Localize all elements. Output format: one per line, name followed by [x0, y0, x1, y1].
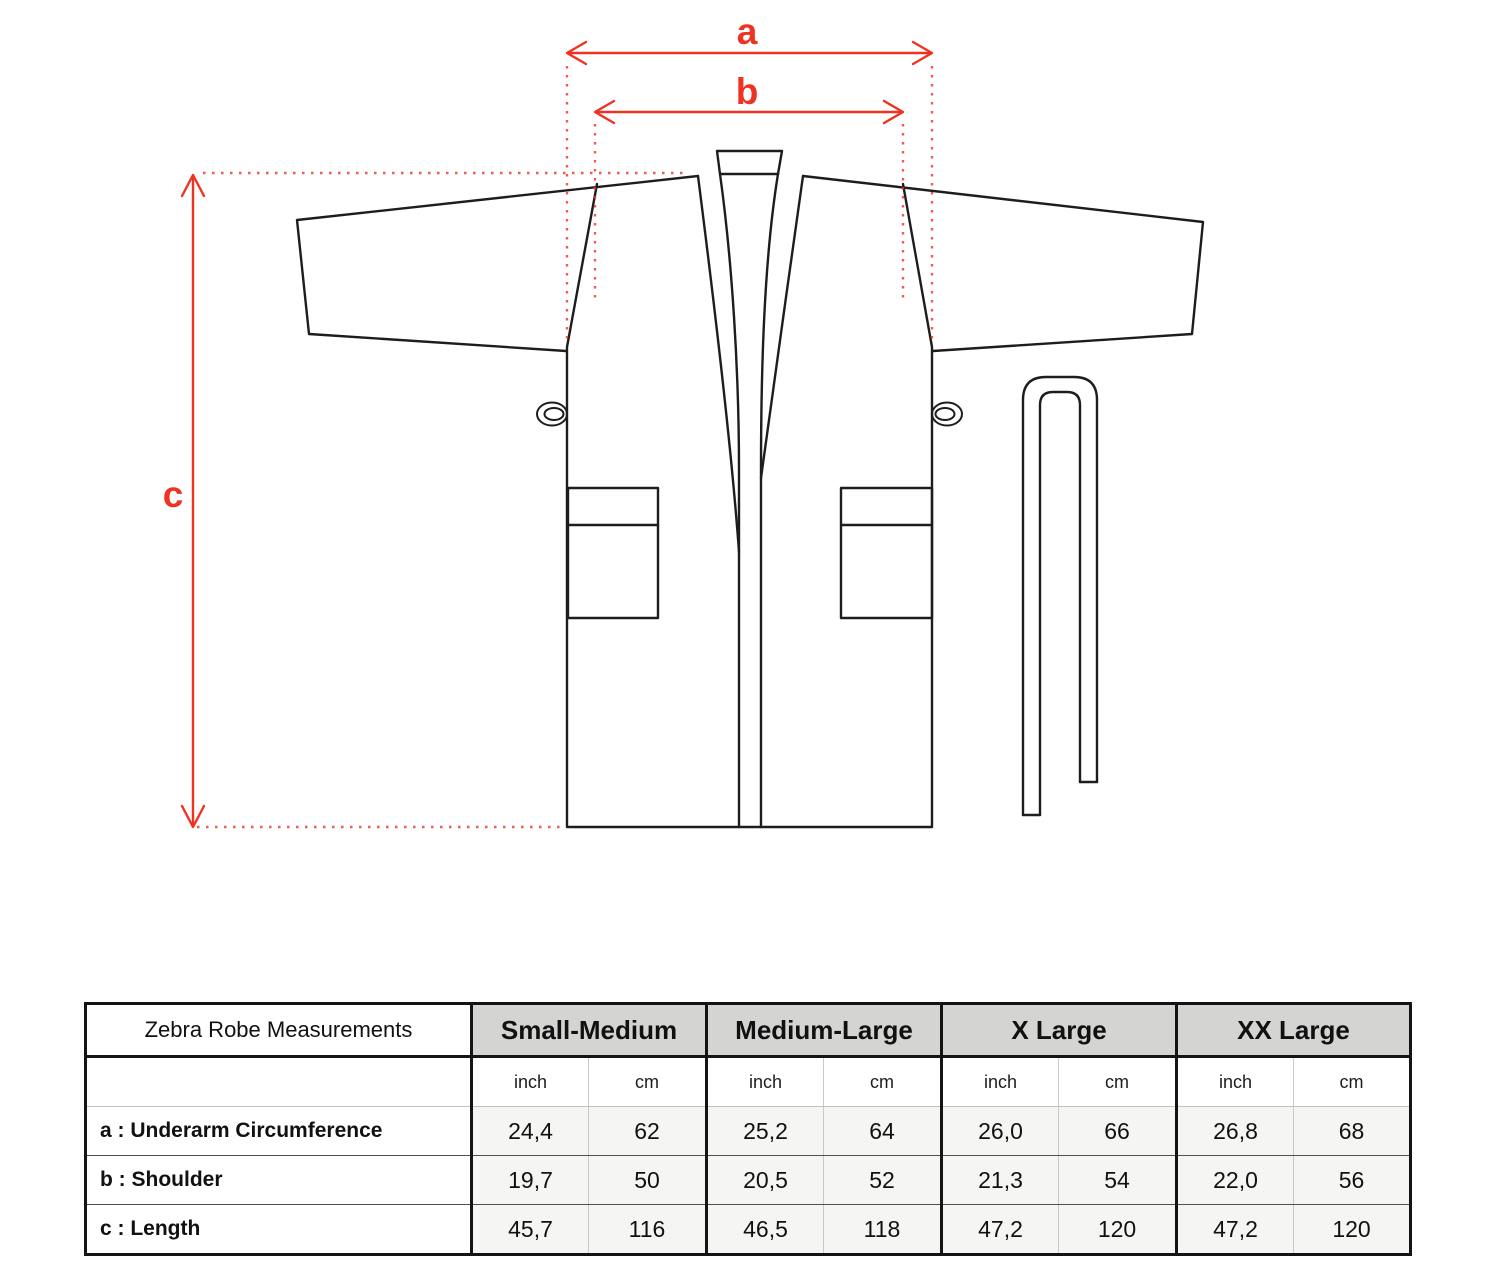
- value-cell: 116: [589, 1205, 707, 1255]
- value-cell: 120: [1294, 1205, 1411, 1255]
- unit-cell: inch: [472, 1057, 589, 1107]
- value-cell: 46,5: [707, 1205, 824, 1255]
- value-cell: 22,0: [1177, 1156, 1294, 1205]
- value-cell: 54: [1059, 1156, 1177, 1205]
- value-cell: 68: [1294, 1107, 1411, 1156]
- value-cell: 47,2: [942, 1205, 1059, 1255]
- value-cell: 66: [1059, 1107, 1177, 1156]
- value-cell: 20,5: [707, 1156, 824, 1205]
- robe-right-pocket: [841, 488, 932, 618]
- value-cell: 19,7: [472, 1156, 589, 1205]
- value-cell: 56: [1294, 1156, 1411, 1205]
- row-label: c : Length: [86, 1205, 472, 1255]
- unit-cell: cm: [589, 1057, 707, 1107]
- robe-belt-tie: [1023, 377, 1097, 815]
- unit-cell: inch: [942, 1057, 1059, 1107]
- dimension-b-label: b: [735, 71, 759, 112]
- size-header-medium-large: Medium-Large: [707, 1004, 942, 1057]
- size-header-x-large: X Large: [942, 1004, 1177, 1057]
- size-header-xx-large: XX Large: [1177, 1004, 1411, 1057]
- robe-collar-outer-left: [698, 176, 739, 552]
- row-label: b : Shoulder: [86, 1156, 472, 1205]
- value-cell: 21,3: [942, 1156, 1059, 1205]
- units-row-spacer: [86, 1057, 472, 1107]
- value-cell: 26,8: [1177, 1107, 1294, 1156]
- robe-left-loop: [537, 403, 567, 426]
- robe-collar-inner-right: [761, 174, 778, 827]
- value-cell: 47,2: [1177, 1205, 1294, 1255]
- size-table-header-row: [86, 1004, 1411, 1057]
- unit-cell: cm: [1294, 1057, 1411, 1107]
- dimension-a-label: a: [736, 11, 758, 52]
- units-row: [86, 1057, 1411, 1107]
- value-cell: 25,2: [707, 1107, 824, 1156]
- table-row-underarm: [86, 1107, 1411, 1156]
- robe-collar-outer-right: [761, 176, 803, 478]
- robe-neckband: [717, 151, 782, 174]
- value-cell: 26,0: [942, 1107, 1059, 1156]
- robe-right-loop: [932, 403, 962, 426]
- row-label: a : Underarm Circumference: [86, 1107, 472, 1156]
- value-cell: 24,4: [472, 1107, 589, 1156]
- unit-cell: cm: [824, 1057, 942, 1107]
- table-row-length: [86, 1205, 1411, 1255]
- robe-right-sleeve: [803, 176, 1203, 351]
- size-table-section: [84, 1002, 1408, 1256]
- value-cell: 45,7: [472, 1205, 589, 1255]
- size-header-small-medium: Small-Medium: [472, 1004, 707, 1057]
- robe-left-sleeve: [297, 176, 698, 351]
- unit-cell: cm: [1059, 1057, 1177, 1107]
- value-cell: 50: [589, 1156, 707, 1205]
- unit-cell: inch: [707, 1057, 824, 1107]
- dotted-guides: [197, 66, 932, 827]
- value-cell: 120: [1059, 1205, 1177, 1255]
- dimension-c-label: c: [162, 474, 184, 515]
- value-cell: 52: [824, 1156, 942, 1205]
- value-cell: 118: [824, 1205, 942, 1255]
- value-cell: 62: [589, 1107, 707, 1156]
- robe-drawing: [297, 151, 1203, 827]
- dimension-c-arrow: [182, 175, 204, 827]
- robe-left-pocket: [568, 488, 658, 618]
- size-table: [84, 1002, 1412, 1256]
- unit-cell: inch: [1177, 1057, 1294, 1107]
- value-cell: 64: [824, 1107, 942, 1156]
- robe-body-outline: [567, 184, 932, 827]
- table-row-shoulder: [86, 1156, 1411, 1205]
- robe-collar-inner-left: [720, 174, 739, 827]
- table-title: Zebra Robe Measurements: [86, 1004, 472, 1057]
